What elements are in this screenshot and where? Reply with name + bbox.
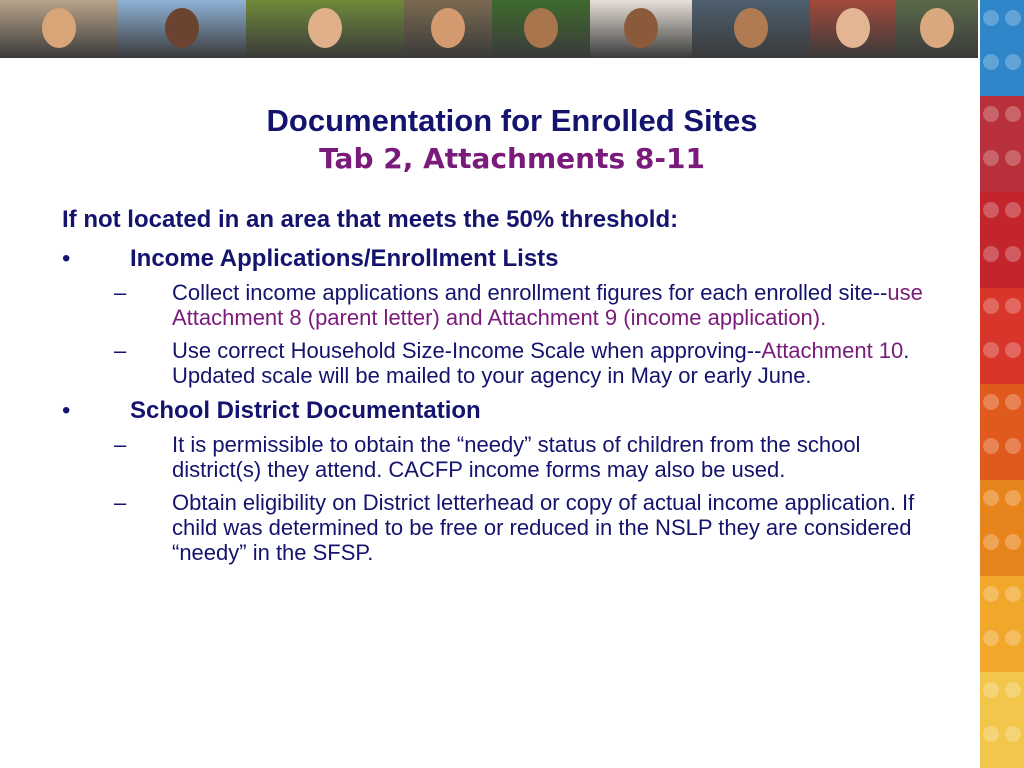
- produce-item: [983, 586, 999, 602]
- produce-item: [1005, 246, 1021, 262]
- dash-icon: –: [114, 432, 127, 457]
- child-face: [920, 8, 954, 48]
- produce-item: [1005, 298, 1021, 314]
- sub-bullet-letterhead: [62, 490, 952, 565]
- dash-icon: –: [114, 490, 127, 515]
- sub-bullet-text: It is permissible to obtain the “needy” status of children from the school district(s) they attend. CACFP income forms may also be used.: [172, 432, 861, 482]
- produce-item: [1005, 342, 1021, 358]
- boy-playground-photo: [810, 0, 896, 58]
- produce-band: [980, 480, 1024, 577]
- bullet-heading: School District Documentation: [130, 397, 481, 424]
- child-face: [734, 8, 768, 48]
- child-face: [431, 8, 465, 48]
- bullet-income-applications: [62, 244, 952, 274]
- produce-item: [1005, 630, 1021, 646]
- produce-item: [983, 630, 999, 646]
- produce-item: [1005, 202, 1021, 218]
- children-group-photo: [0, 0, 118, 58]
- sub-bullet-scale: [62, 338, 952, 388]
- boy-red-shirt-photo: [118, 0, 246, 58]
- produce-item: [1005, 490, 1021, 506]
- sub-bullet-highlight: use Attachment 8 (parent letter) and Attachment 9 (income application).: [172, 280, 923, 330]
- bullet-icon: •: [62, 245, 71, 272]
- produce-item: [983, 54, 999, 70]
- produce-item: [983, 394, 999, 410]
- produce-item: [983, 342, 999, 358]
- intro-text: If not located in an area that meets the 50% threshold:: [62, 206, 679, 233]
- dash-icon: –: [114, 280, 127, 305]
- dash-icon: –: [114, 338, 127, 363]
- child-face: [165, 8, 199, 48]
- slide-title: Documentation for Enrolled Sites: [266, 103, 758, 138]
- produce-item: [983, 10, 999, 26]
- produce-item: [1005, 534, 1021, 550]
- produce-band: [980, 288, 1024, 385]
- sub-bullet-text: Use correct Household Size-Income Scale when approving--: [172, 338, 762, 363]
- produce-item: [983, 682, 999, 698]
- kids-drinking-photo: [692, 0, 810, 58]
- produce-item: [983, 298, 999, 314]
- sub-bullet-needy-status: [62, 432, 952, 482]
- child-face: [42, 8, 76, 48]
- photo-banner: [0, 0, 978, 58]
- produce-item: [983, 534, 999, 550]
- produce-item: [1005, 10, 1021, 26]
- bullet-icon: •: [62, 397, 71, 424]
- produce-item: [983, 438, 999, 454]
- girl-smiling-photo: [246, 0, 404, 58]
- bullet-heading: Income Applications/Enrollment Lists: [130, 245, 559, 272]
- sub-bullet-collect: [62, 280, 952, 330]
- child-face: [624, 8, 658, 48]
- girl-portrait-photo: [590, 0, 692, 58]
- produce-band: [980, 672, 1024, 768]
- sub-bullet-text: Obtain eligibility on District letterhead or copy of actual income application. If child was determined to be free or reduced in the NSLP they are considered “needy” in the SFSP.: [172, 490, 915, 565]
- child-face: [308, 8, 342, 48]
- boy-eating-photo: [404, 0, 492, 58]
- sub-bullet-text: Collect income applications and enrollment figures for each enrolled site--: [172, 280, 888, 305]
- sub-bullet-after: . Updated scale will be mailed to your agency in May or early June.: [172, 338, 910, 388]
- boy-green-photo: [492, 0, 590, 58]
- produce-item: [1005, 682, 1021, 698]
- slide-content: [62, 206, 952, 573]
- produce-item: [1005, 726, 1021, 742]
- produce-item: [983, 202, 999, 218]
- sub-bullet-highlight: Attachment 10: [761, 338, 904, 363]
- produce-band: [980, 384, 1024, 481]
- bullet-school-district: [62, 396, 952, 426]
- child-face: [836, 8, 870, 48]
- slide-subtitle: Tab 2, Attachments 8-11: [319, 142, 705, 175]
- title-block: [0, 102, 1024, 178]
- produce-item: [983, 726, 999, 742]
- produce-item: [1005, 394, 1021, 410]
- child-face: [524, 8, 558, 48]
- produce-band: [980, 576, 1024, 673]
- produce-item: [983, 490, 999, 506]
- produce-item: [1005, 586, 1021, 602]
- produce-band: [980, 192, 1024, 289]
- produce-item: [1005, 438, 1021, 454]
- produce-item: [1005, 54, 1021, 70]
- produce-item: [983, 246, 999, 262]
- produce-band: [980, 0, 1024, 97]
- girls-group-photo: [896, 0, 978, 58]
